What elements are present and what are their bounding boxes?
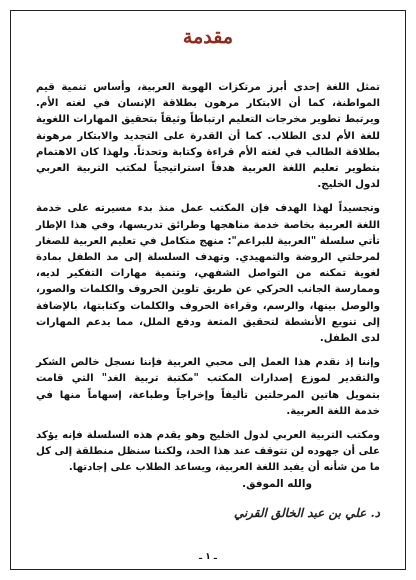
- paragraph: ومكتب التربية العربي لدول الخليج وهو يقدم هذه السلسلة فإنه يؤكد على أن جهوده لن تتوقف عند هذا الحد، ولكننا سنظل منطلقة إلى كل ما من شأنه أن يفيد اللغة العربية، ويساعد الطلاب على إجادتها.: [35, 430, 380, 474]
- page-number: ـ ١ ـ: [199, 552, 217, 562]
- author-signature: د. علي بن عبد الخالق القرني: [233, 506, 380, 520]
- paragraph: تمثل اللغة إحدى أبرز مرتكزات الهوية العربية، وأساس تنمية قيم المواطنة، كما أن الابتكار مرهون بطلاقة الإنسان في لغته الأم. ويرتبط تطوير مخرجات التعليم ارتباطاً وثيقاً بتحقيق المهارات اللغوية للغة الأم لدى الطلاب. كما أن القدرة على التجديد والابتكار مرهونة بطلاقة الطالب في لغته الأم قراءة وكتابة وتحدثاً. ولهذا كان الاهتمام بتطوير تعليم اللغة العربية هدفاً استراتيجياً لمكتب التربية العربي لدول الخليج.: [36, 82, 380, 191]
- paragraph: وتجسيداً لهذا الهدف فإن المكتب عمل منذ بدء مسيرته على خدمة اللغة العربية بخاصة خدمة مناهجها وطرائق تدريسها، وفي هذا الإطار تأتي سلسلة "العربية للبراعم": منهج متكامل في تعليم العربية للصغار لمرحلتي الروضة والتمهيدي. وتهدف السلسلة إلى مد الطفل بمادة لغوية تمكنه من التواصل الشفهي، وتنمية مهارات التفكير لديه، وممارسة الجانب الحركي عن طريق تلوين الحروف والكلمات والصور، والوصل بينها، والرسم، وقراءة الحروف والكلمات وكتابتها، بالإضافة إلى تنويع الأنشطة لتحقيق المتعة ودفع الملل، مما يدعم المهارات لدى الطفل.: [36, 203, 380, 345]
- paragraph: وإننا إذ نقدم هذا العمل إلى محبي العربية فإننا نسجل خالص الشكر والتقدير لموزع إصدارات المكتب "مكتبة تربية الغد" التي قامت بتمويل هاتين المرحلتين تأليفاً وإخراجاً وطباعة، إسهاماً منها في خدمة اللغة العربية.: [36, 357, 380, 417]
- document-body: [36, 80, 380, 485]
- page-title: مقدمة: [182, 26, 234, 48]
- closing-line: والله الموفق.: [242, 478, 312, 490]
